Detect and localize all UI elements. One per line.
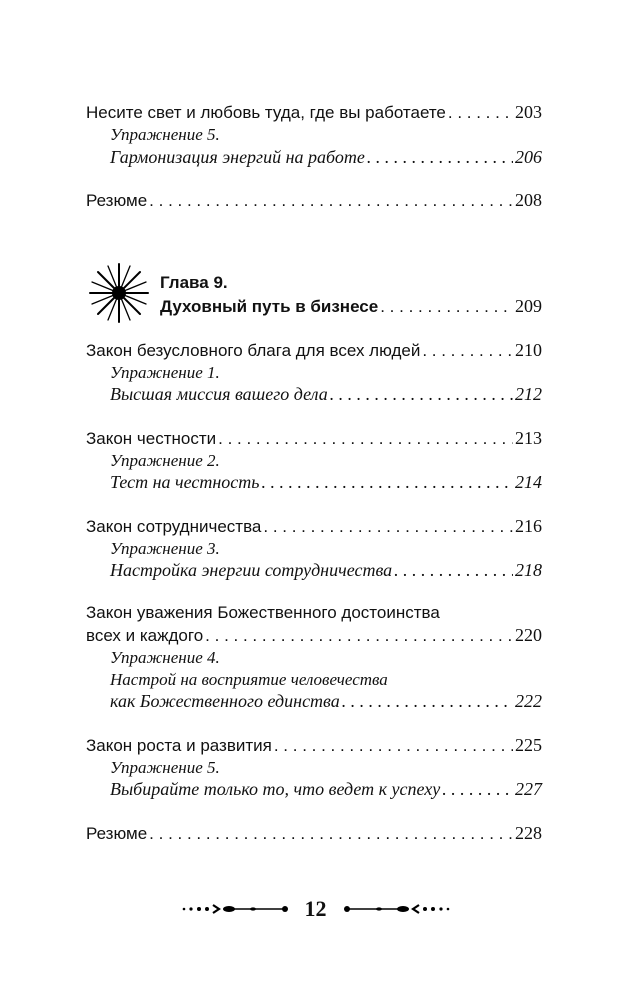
entry-title-line1: Настрой на восприятие человечества <box>110 670 388 689</box>
entry-title: Гармонизация энергий на работе <box>110 147 365 167</box>
entry-title: Закон сотрудничества <box>86 517 262 536</box>
entry-title: Тест на честность <box>110 472 260 492</box>
entry-page: 206 <box>515 147 542 167</box>
leader-dots <box>342 690 513 712</box>
exercise-label: Упражнение 3. <box>110 539 220 558</box>
entry-title-line1: Закон уважения Божественного достоинства <box>86 603 440 622</box>
exercise-label: Упражнение 5. <box>110 758 220 777</box>
exercise-label: Упражнение 4. <box>110 648 220 667</box>
entry-title: Резюме <box>86 824 148 843</box>
leader-dots <box>330 383 513 405</box>
leader-dots <box>261 471 513 493</box>
entry-title: Закон безусловного блага для всех людей <box>86 341 421 360</box>
leader-dots <box>394 559 513 581</box>
entry-title: Несите свет и любовь туда, где вы работаете <box>86 103 446 122</box>
entry-page: 209 <box>515 296 542 316</box>
entry-page: 214 <box>515 472 542 492</box>
entry-title: Настройка энергии сотрудничества <box>110 560 393 580</box>
chapter-heading: Глава 9. <box>160 273 228 292</box>
entry-title: Высшая миссия вашего дела <box>110 384 328 404</box>
toc-entry[interactable] <box>86 734 542 757</box>
leader-dots <box>149 823 513 845</box>
toc-entry[interactable] <box>86 427 542 450</box>
entry-title: всех и каждого <box>86 626 204 645</box>
entry-page: 203 <box>515 102 542 122</box>
entry-title: Закон честности <box>86 429 217 448</box>
toc-entry[interactable] <box>110 559 542 581</box>
page-footer <box>0 896 631 922</box>
entry-page: 216 <box>515 516 542 536</box>
toc-entry[interactable] <box>86 822 542 845</box>
toc-entry[interactable] <box>110 471 542 493</box>
ornament-left-icon <box>181 902 291 916</box>
entry-page: 228 <box>515 823 542 843</box>
leader-dots <box>263 516 513 538</box>
leader-dots <box>274 735 513 757</box>
page-number: 12 <box>304 896 327 921</box>
leader-dots <box>448 102 513 124</box>
leader-dots <box>422 340 513 362</box>
toc-entry[interactable] <box>86 189 542 212</box>
toc-entry[interactable] <box>86 515 542 538</box>
entry-title: как Божественного единства <box>110 691 340 711</box>
entry-title: Резюме <box>86 191 148 210</box>
toc-entry[interactable] <box>86 339 542 362</box>
leader-dots <box>367 146 513 168</box>
leader-dots <box>205 625 513 647</box>
entry-title: Закон роста и развития <box>86 736 272 755</box>
entry-page: 225 <box>515 735 542 755</box>
ornament-right-icon <box>341 902 451 916</box>
exercise-label: Упражнение 5. <box>110 125 220 144</box>
entry-page: 208 <box>515 190 542 210</box>
toc-entry[interactable] <box>110 690 542 712</box>
toc-entry[interactable] <box>110 146 542 168</box>
leader-dots <box>442 778 513 800</box>
entry-page: 218 <box>515 560 542 580</box>
entry-page: 220 <box>515 625 542 645</box>
starburst-icon <box>88 262 150 324</box>
toc-entry[interactable] <box>110 383 542 405</box>
toc-entry[interactable] <box>86 101 542 124</box>
exercise-label: Упражнение 1. <box>110 363 220 382</box>
chapter-entry[interactable] <box>160 295 542 318</box>
exercise-label: Упражнение 2. <box>110 451 220 470</box>
leader-dots <box>380 296 513 318</box>
entry-page: 213 <box>515 428 542 448</box>
entry-page: 210 <box>515 340 542 360</box>
toc-entry[interactable] <box>86 624 542 647</box>
chapter-title: Духовный путь в бизнесе <box>160 297 379 316</box>
entry-title: Выбирайте только то, что ведет к успеху <box>110 779 441 799</box>
entry-page: 222 <box>515 691 542 711</box>
entry-page: 227 <box>515 779 542 799</box>
entry-page: 212 <box>515 384 542 404</box>
toc-entry[interactable] <box>110 778 542 800</box>
leader-dots <box>218 428 513 450</box>
leader-dots <box>149 190 513 212</box>
